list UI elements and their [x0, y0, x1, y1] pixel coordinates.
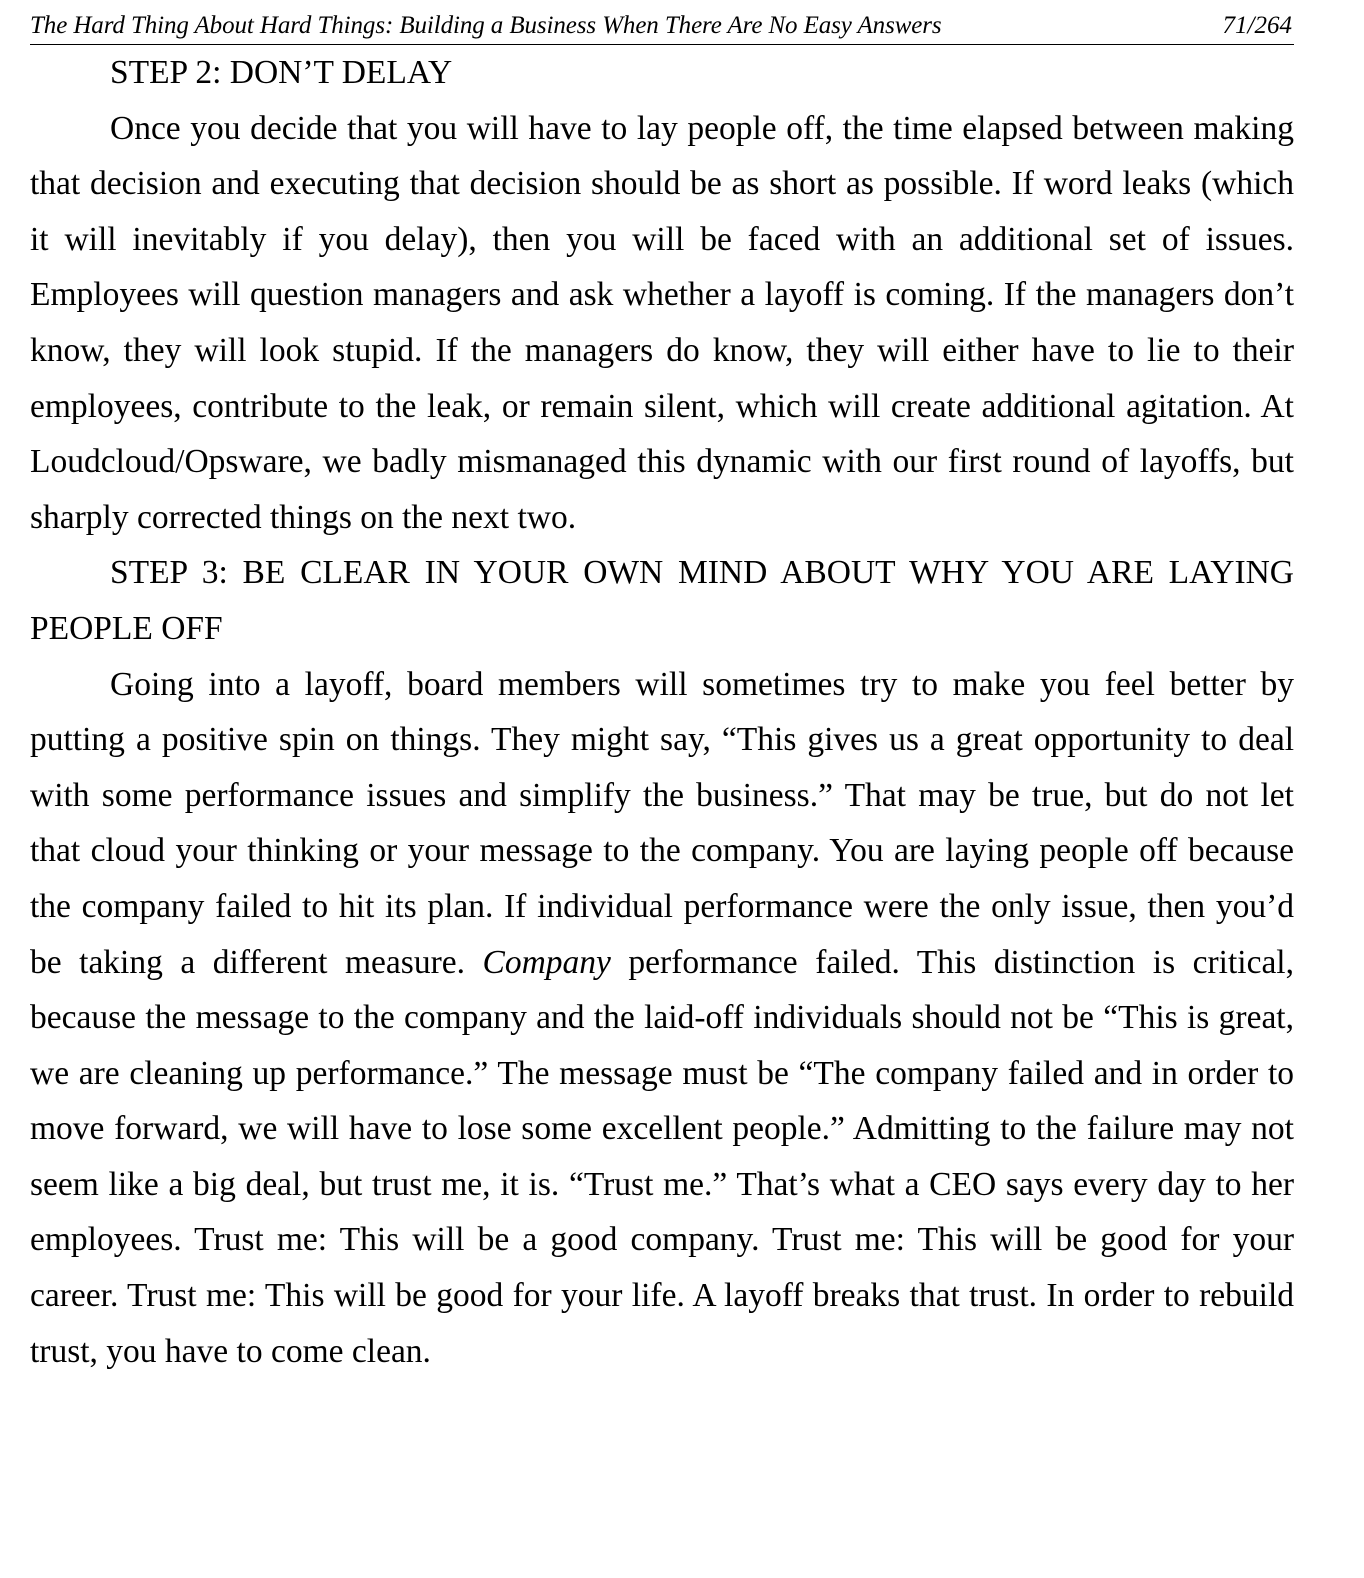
running-head: [30, 8, 1294, 45]
step-3-text-part-1: Going into a layoff, board members will sometimes try to make you feel better by putting a positive spin on things. They might say, “This gives us a great opportunity to deal with some performance issues and simplify the business.” That may be true, but do not let that cloud your thinking or your message to the company. You are laying people off because the company failed to hit its plan. If individual performance were the only issue, then you’d be taking a different measure.: [30, 665, 1294, 981]
book-title: The Hard Thing About Hard Things: Building a Business When There Are No Easy Answers: [30, 12, 942, 39]
step-3-paragraph: [30, 657, 1294, 1380]
step-2-heading: STEP 2: DON’T DELAY: [110, 54, 453, 91]
step-2-paragraph: Once you decide that you will have to lay people off, the time elapsed between making that decision and executing that decision should be as short as possible. If word leaks (which it will inevitably if you delay), then you will be faced with an additional set of issues. Employees will question managers and ask whether a layoff is coming. If the managers don’t know, they will look stupid. If the managers do know, they will either have to lie to their employees, contribute to the leak, or remain silent, which will create additional agitation. At Loudcloud/Opsware, we badly mismanaged this dynamic with our first round of layoffs, but sharply corrected things on the next two.: [30, 109, 1294, 536]
book-page: [30, 8, 1294, 1379]
step-3-heading: STEP 3: BE CLEAR IN YOUR OWN MIND ABOUT WHY YOU ARE LAYING PEOPLE OFF: [30, 554, 1294, 647]
step-3-text-part-2: performance failed. This distinction is critical, because the message to the company and the laid-off individuals should not be “This is great, we are cleaning up performance.” The message must be “The company failed and in order to move forward, we will have to lose some excellent people.” Admitting to the failure may not seem like a big deal, but trust me, it is. “Trust me.” That’s what a CEO says every day to her employees. Trust me: This will be a good company. Trust me: This will be good for your career. Trust me: This will be good for your life. A layoff breaks that trust. In order to rebuild trust, you have to come clean.: [30, 943, 1294, 1370]
page-body: [30, 45, 1294, 1379]
step-3-emphasis: Company: [482, 943, 611, 981]
page-indicator: 71/264: [1222, 12, 1292, 39]
